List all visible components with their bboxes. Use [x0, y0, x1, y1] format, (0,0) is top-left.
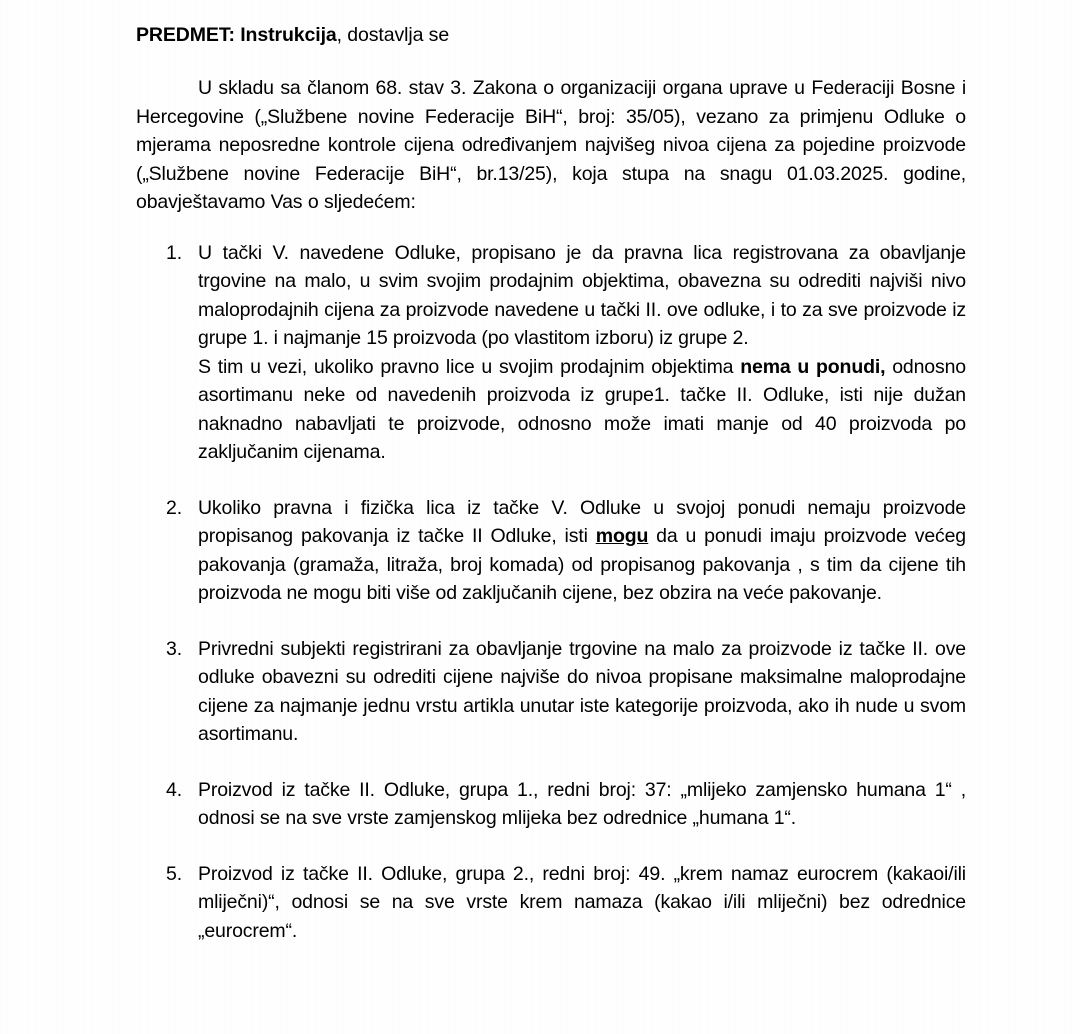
text-run: da u ponudi imaju proizvode većeg pakovanja (gramaža, litraža, broj komada) od propisanog pakovanja , s tim da cijene tih proizvoda ne mogu biti više od zaključanih cijene, bez obzira na veće pakovanje. — [198, 525, 966, 604]
text-run: Privredni subjekti registrirani za obavljanje trgovine na malo za proizvode iz tačke II. ove odluke obavezni su odrediti cijene najviše do nivoa propisane maksimalne maloprodajne cijene za najmanje jednu vrstu artikla unutar iste kategorije proizvoda, ako ih nude u svom asortimanu. — [198, 637, 966, 745]
intro-paragraph: U skladu sa članom 68. stav 3. Zakona o organizaciji organa uprave u Federaciji Bosne i Hercegovine („Službene novine Federacije BiH“, broj: 35/05), vezano za primjenu Odluke o mjerama neposredne kontrole cijena određivanjem najvišeg nivoa cijena za pojedine proizvode („Službene novine Federacije BiH“, br.13/25), koja stupa na snagu 01.03.2025. godine, obavještavamo Vas o sljedećem: — [136, 77, 966, 213]
list-item-paragraph — [198, 860, 966, 946]
list-item-paragraph — [198, 239, 966, 353]
list-item-paragraph — [198, 353, 966, 467]
list-item — [136, 239, 966, 467]
list-item-marker: 5. — [166, 862, 182, 885]
list-item-paragraph — [198, 776, 966, 833]
text-run: Proizvod iz tačke II. Odluke, grupa 1., redni broj: 37: „mlijeko zamjensko humana 1“ , odnosi se na sve vrste zamjenskog mlijeka bez odrednice „humana 1“. — [198, 778, 966, 829]
list-item-marker: 4. — [166, 778, 182, 801]
list-item-paragraph — [198, 635, 966, 749]
subject-label: PREDMET: — [136, 24, 235, 46]
subject-value: Instrukcija — [240, 24, 337, 46]
list-item-marker: 3. — [166, 637, 182, 660]
subject-rest: , dostavlja se — [336, 24, 450, 46]
document-body — [136, 22, 966, 945]
list-item — [136, 776, 966, 833]
list-item-marker: 1. — [166, 241, 182, 264]
text-run: Ukoliko pravna i fizička lica iz tačke V. Odluke u svojoj ponudi nemaju proizvode propisanog pakovanja iz tačke II Odluke, isti — [198, 496, 966, 547]
text-run: odnosno asortimanu neke od navedenih proizvoda iz grupe1. tačke II. Odluke, isti nije dužan naknadno nabavljati te proizvode, odnosno može imati manje od 40 proizvoda po zaključanim cijenama. — [198, 355, 966, 463]
list-item-marker: 2. — [166, 496, 182, 519]
numbered-list — [136, 239, 966, 946]
list-item-paragraph — [198, 494, 966, 608]
list-item — [136, 860, 966, 946]
text-run: U tački V. navedene Odluke, propisano je da pravna lica registrovana za obavljanje trgovine na malo, u svim svojim prodajnim objektima, obavezna su odrediti najviši nivo maloprodajnih cijena za proizvode navedene u tački II. ove odluke, i to za sve proizvode iz grupe 1. i najmanje 15 proizvoda (po vlastitom izboru) iz grupe 2. — [198, 241, 966, 349]
emphasis-bold-underline: mogu — [595, 525, 649, 547]
list-item — [136, 494, 966, 608]
text-run: S tim u vezi, ukoliko pravno lice u svojim prodajnim objektima — [198, 355, 741, 378]
text-run: Proizvod iz tačke II. Odluke, grupa 2., redni broj: 49. „krem namaz eurocrem (kakaoi/ili mliječni)“, odnosi se na sve vrste krem namaza (kakao i/ili mliječni) bez odrednice „eurocrem“. — [198, 862, 966, 942]
list-item — [136, 635, 966, 749]
emphasis-bold: nema u ponudi, — [740, 355, 886, 378]
subject-line — [136, 22, 966, 48]
